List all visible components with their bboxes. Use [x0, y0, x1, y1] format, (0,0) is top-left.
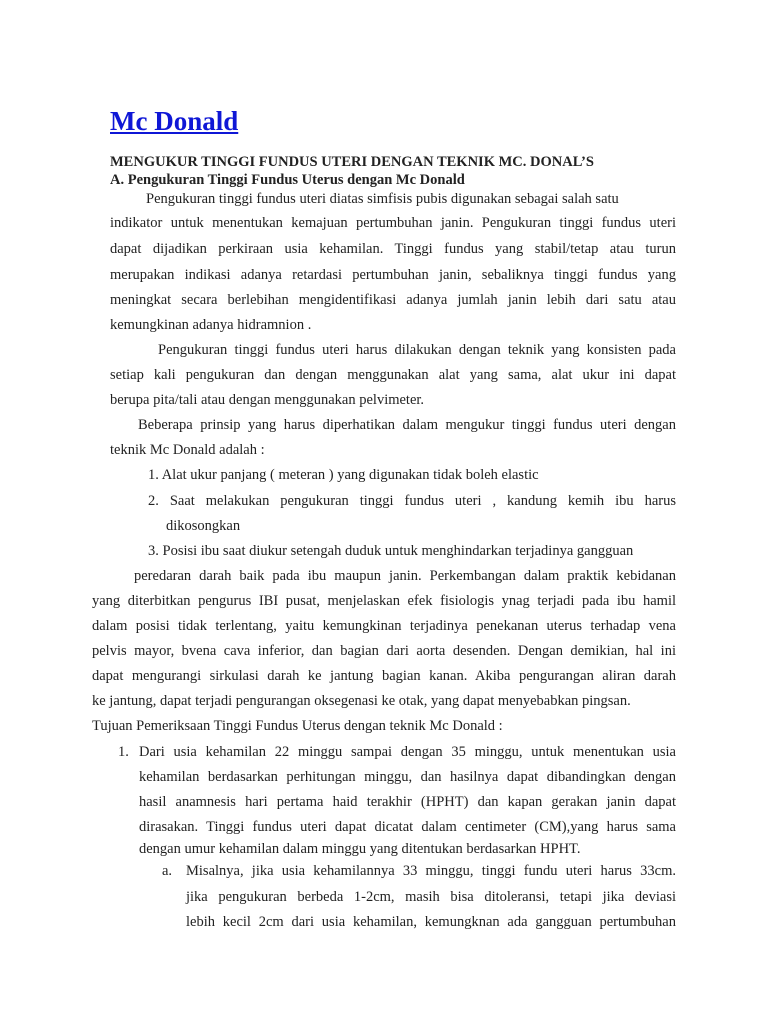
- sub-item-line: jika pengukuran berbeda 1-2cm, masih bisa ditoleransi, tetapi jika deviasi: [186, 889, 676, 905]
- principle-item-2: 2. Saat melakukan pengukuran tinggi fundus uteri , kandung kemih ibu harus: [148, 493, 676, 509]
- purpose-item-line: dirasakan. Tinggi fundus uteri dapat dicatat dalam centimeter (CM),yang harus sama: [139, 819, 676, 835]
- sub-item-line: Misalnya, jika usia kehamilannya 33 minggu, tinggi fundu uteri harus 33cm.: [186, 863, 676, 879]
- para1-line: dapat dijadikan perkiraan usia kehamilan. Tinggi fundus yang stabil/tetap atau turun: [110, 241, 676, 257]
- para4-line: dalam posisi tidak terlentang, yaitu kemungkinan terjadinya penekanan uterus terhadap vena: [92, 618, 676, 634]
- principle-item-1: 1. Alat ukur panjang ( meteran ) yang digunakan tidak boleh elastic: [148, 467, 539, 483]
- para3-line: teknik Mc Donald adalah :: [110, 442, 265, 458]
- para1-line: merupakan indikasi adanya retardasi pertumbuhan janin, sebaliknya tinggi fundus yang: [110, 267, 676, 283]
- para1-line: kemungkinan adanya hidramnion .: [110, 317, 312, 333]
- para1-line: meningkat secara berlebihan mengidentifikasi adanya jumlah janin lebih dari satu atau: [110, 292, 676, 308]
- section-heading: MENGUKUR TINGGI FUNDUS UTERI DENGAN TEKNIK MC. DONAL’S: [110, 154, 594, 170]
- para3-line: Beberapa prinsip yang harus diperhatikan dalam mengukur tinggi fundus uteri dengan: [138, 417, 676, 433]
- principle-item-2-cont: dikosongkan: [166, 518, 241, 534]
- purpose-item-marker: 1.: [118, 744, 129, 760]
- purpose-item-line: kehamilan berdasarkan perhitungan minggu, dan hasilnya dapat dibandingkan dengan: [139, 769, 676, 785]
- para4-line: yang diterbitkan pengurus IBI pusat, menjelaskan efek fisiologis ynag terjadi pada ibu hamil: [92, 593, 676, 609]
- purpose-item-line: hasil anamnesis hari pertama haid terakhir (HPHT) dan kapan gerakan janin dapat: [139, 794, 676, 810]
- subsection-heading: A. Pengukuran Tinggi Fundus Uterus dengan Mc Donald: [110, 172, 465, 188]
- para4-line: pelvis mayor, bvena cava inferior, dan bagian dari aorta desenden. Dengan demikian, hal ini: [92, 643, 676, 659]
- para4-line: dapat mengurangi sirkulasi darah ke jantung bagian kanan. Akiba pengurangan aliran darah: [92, 668, 676, 684]
- sub-item-line: lebih kecil 2cm dari usia kehamilan, kemungknan ada gangguan pertumbuhan: [186, 914, 676, 930]
- sub-item-marker: a.: [162, 863, 173, 879]
- para2-line: berupa pita/tali atau dengan menggunakan pelvimeter.: [110, 392, 425, 408]
- para4-line: peredaran darah baik pada ibu maupun janin. Perkembangan dalam praktik kebidanan: [134, 568, 676, 584]
- para1-line: indikator untuk menentukan kemajuan pertumbuhan janin. Pengukuran tinggi fundus uteri: [110, 215, 676, 231]
- para4-line: ke jantung, dapat terjadi pengurangan oksegenasi ke otak, yang dapat menyebabkan pingsan.: [92, 693, 631, 709]
- para1-line: Pengukuran tinggi fundus uteri diatas simfisis pubis digunakan sebagai salah satu: [146, 191, 619, 207]
- page-title-link[interactable]: Mc Donald: [110, 106, 239, 136]
- purpose-item-line: dengan umur kehamilan dalam minggu yang ditentukan berdasarkan HPHT.: [139, 841, 581, 857]
- para2-line: Pengukuran tinggi fundus uteri harus dilakukan dengan teknik yang konsisten pada: [158, 342, 676, 358]
- purpose-heading: Tujuan Pemeriksaan Tinggi Fundus Uterus dengan teknik Mc Donald :: [92, 718, 503, 734]
- purpose-item-line: Dari usia kehamilan 22 minggu sampai dengan 35 minggu, untuk menentukan usia: [139, 744, 676, 760]
- principle-item-3: 3. Posisi ibu saat diukur setengah duduk untuk menghindarkan terjadinya gangguan: [148, 543, 634, 559]
- para2-line: setiap kali pengukuran dan dengan menggunakan alat yang sama, alat ukur ini dapat: [110, 367, 676, 383]
